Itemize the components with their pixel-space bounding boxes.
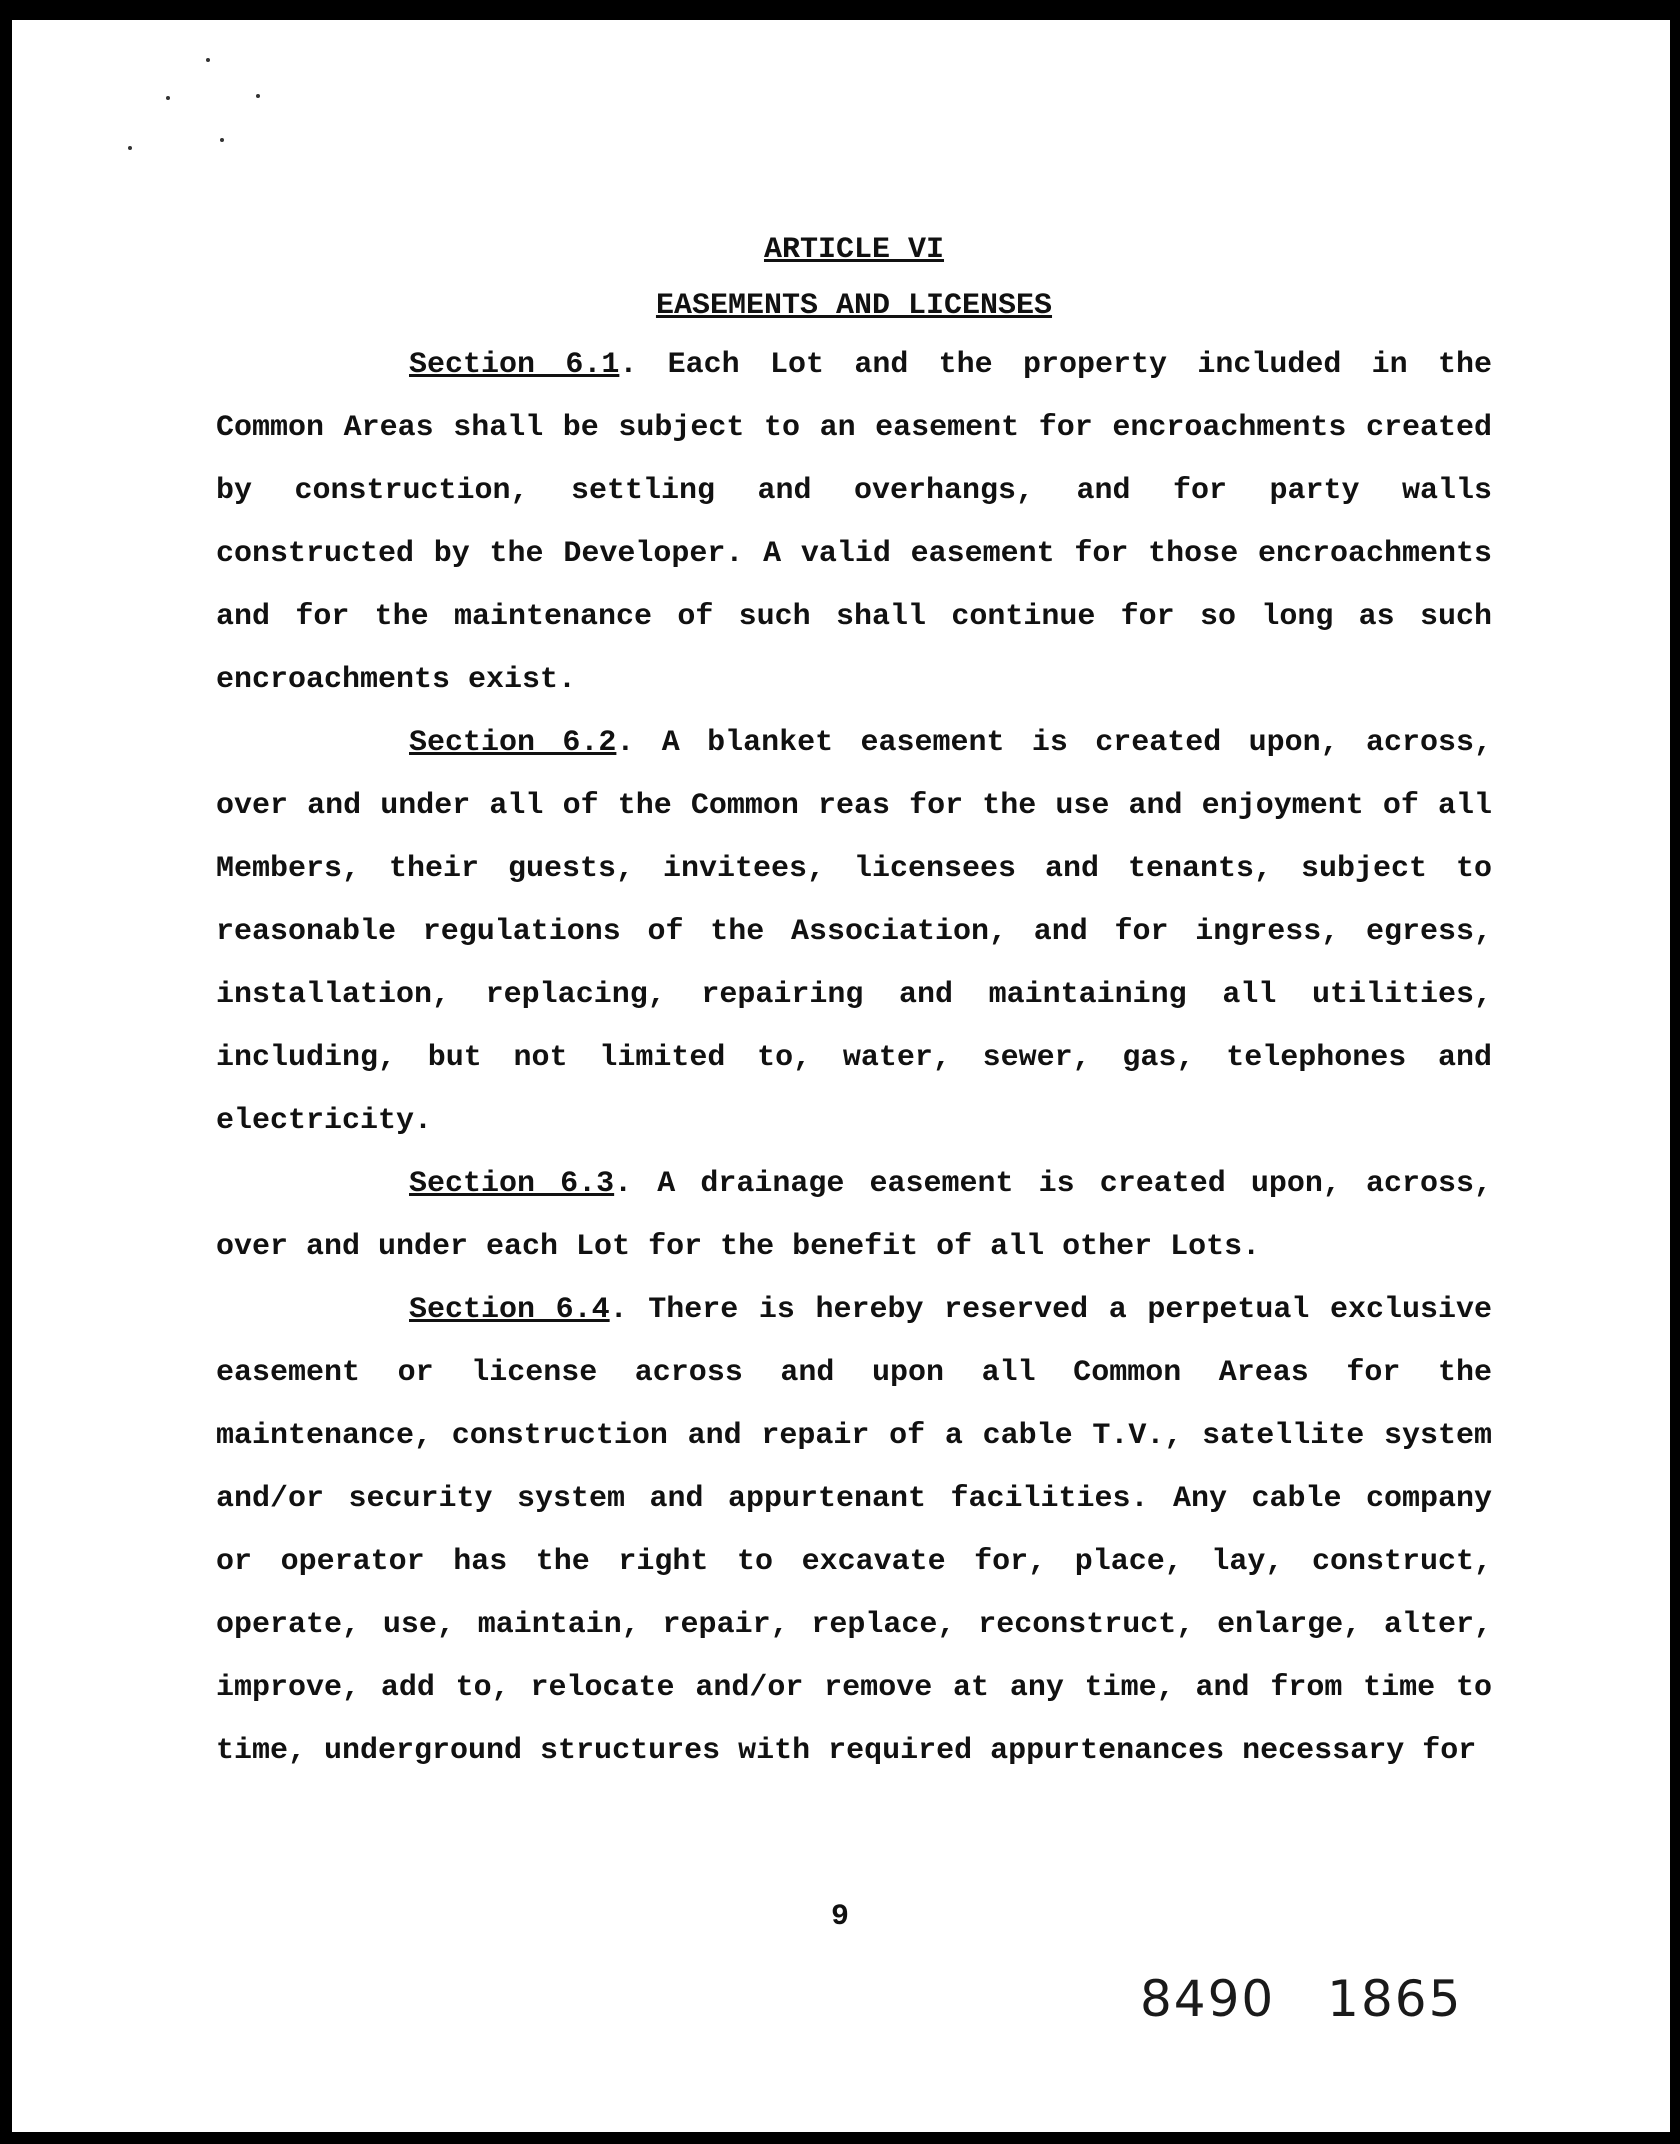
document-body bbox=[216, 222, 1492, 1783]
section-6-3-paragraph bbox=[216, 1153, 1492, 1279]
section-6-4-label: Section 6.4 bbox=[409, 1293, 610, 1327]
section-6-3-label: Section 6.3 bbox=[409, 1167, 615, 1201]
article-title: ARTICLE VI bbox=[763, 233, 945, 267]
scan-border-top bbox=[0, 0, 1680, 20]
section-6-1-text: . Each Lot and the property included in the Common Areas shall be subject to an easement for encroachments created by construction, settling and overhangs, and for party walls constructed by the Developer. A valid easement for those encroachments and for the maintenance of such shall continue for so long as such encroachments exist. bbox=[216, 348, 1492, 697]
scan-speck bbox=[256, 94, 260, 98]
document-number: 8490 1865 bbox=[1140, 1970, 1463, 2028]
scan-speck bbox=[166, 96, 170, 100]
section-6-4-paragraph bbox=[216, 1279, 1492, 1783]
scan-speck bbox=[128, 146, 132, 150]
scan-border-right bbox=[1670, 0, 1680, 2144]
scan-speck bbox=[206, 58, 210, 62]
page-number: 9 bbox=[830, 1900, 849, 1934]
scan-border-left bbox=[0, 0, 12, 2144]
scan-border-bottom bbox=[0, 2132, 1680, 2144]
section-6-2-paragraph bbox=[216, 712, 1492, 1153]
section-6-1-paragraph bbox=[216, 334, 1492, 712]
scan-speck bbox=[220, 138, 224, 142]
section-6-2-label: Section 6.2 bbox=[409, 726, 617, 760]
section-6-4-text: . There is hereby reserved a perpetual exclusive easement or license across and upon all Common Areas for the maintenance, construction and repair of a cable T.V., satellite system and/or security system and appurtenant facilities. Any cable company or operator has the right to excavate for, place, lay, construct, operate, use, maintain, repair, replace, reconstruct, enlarge, alter, improve, add to, relocate and/or remove at any time, and from time to time, underground structures with required appurtenances necessary for bbox=[216, 1293, 1492, 1768]
article-subtitle: EASEMENTS AND LICENSES bbox=[655, 289, 1053, 323]
section-6-2-text: . A blanket easement is created upon, across, over and under all of the Common reas for the use and enjoyment of all Members, their guests, invitees, licensees and tenants, subject to reasonable regulations of the Association, and for ingress, egress, installation, replacing, repairing and maintaining all utilities, including, but not limited to, water, sewer, gas, telephones and electricity. bbox=[216, 726, 1492, 1138]
section-6-3-text: . A drainage easement is created upon, across, over and under each Lot for the benefit of all other Lots. bbox=[216, 1167, 1492, 1264]
section-6-1-label: Section 6.1 bbox=[409, 348, 620, 382]
